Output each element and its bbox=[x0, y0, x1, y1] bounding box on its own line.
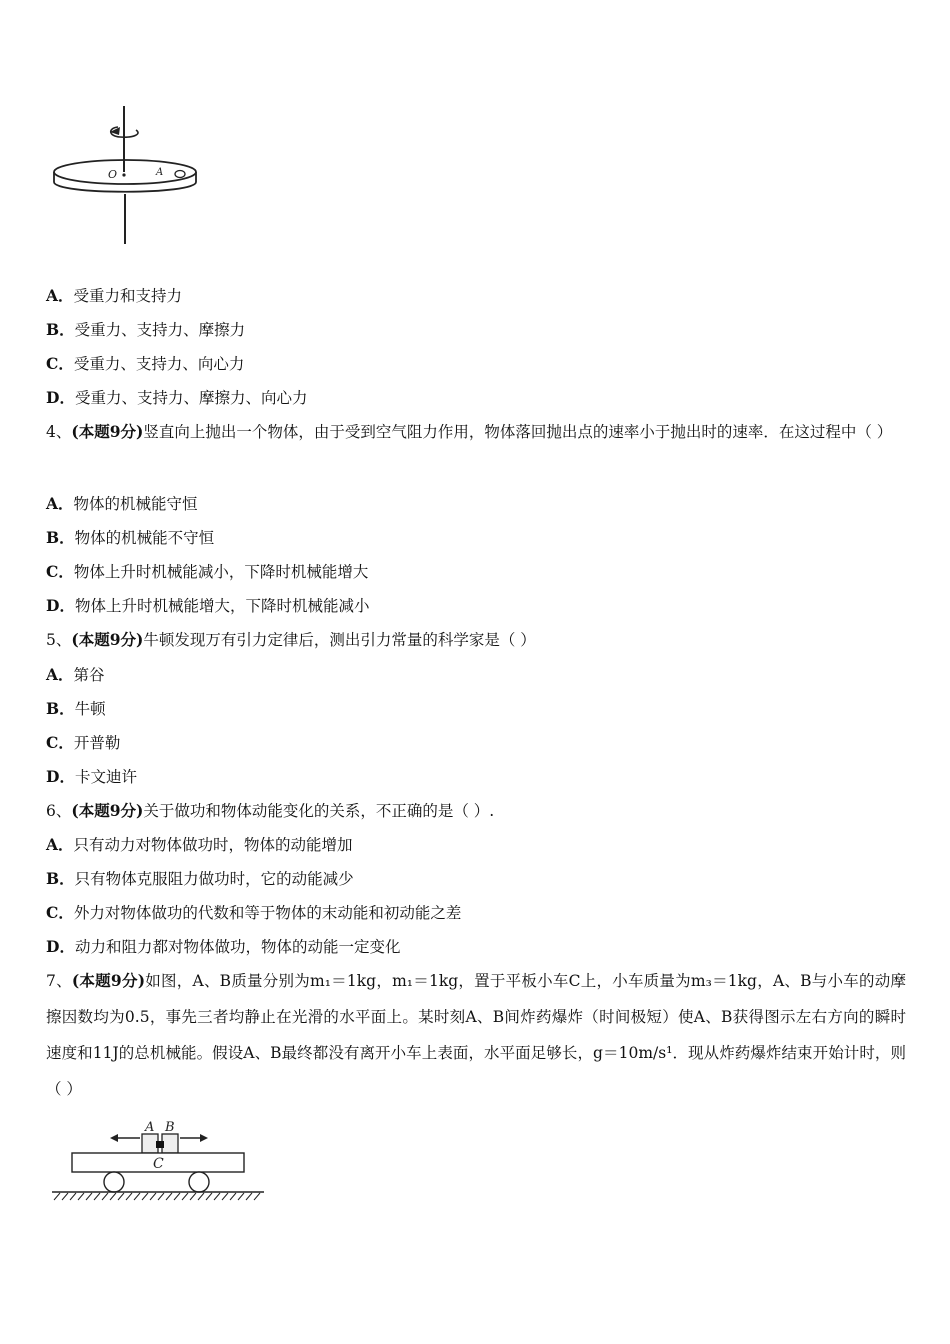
q4-option-c bbox=[46, 562, 368, 582]
q7-stem bbox=[46, 963, 906, 1107]
center-dot bbox=[122, 173, 125, 176]
label-a: A bbox=[145, 1120, 155, 1135]
option-letter: B． bbox=[46, 699, 75, 718]
option-letter: C． bbox=[46, 903, 74, 922]
question-number: 4、 bbox=[46, 423, 72, 441]
wheel-left bbox=[104, 1172, 124, 1192]
q3-option-a bbox=[46, 286, 182, 306]
arrow-left-head bbox=[110, 1134, 118, 1142]
option-text: 动力和阻力都对物体做功，物体的动能一定变化 bbox=[74, 938, 401, 956]
question-tag: (本题9分) bbox=[71, 630, 144, 649]
label-c: C bbox=[153, 1156, 164, 1172]
option-letter: C． bbox=[46, 562, 74, 581]
q3-option-d bbox=[46, 388, 307, 408]
q3-option-b bbox=[46, 320, 245, 340]
option-text: 受重力、支持力、摩擦力、向心力 bbox=[74, 389, 308, 407]
option-text: 卡文迪许 bbox=[74, 768, 137, 786]
q5-stem bbox=[46, 630, 536, 650]
option-text: 只有动力对物体做功时，物体的动能增加 bbox=[73, 836, 353, 854]
q4-option-a bbox=[46, 494, 198, 514]
option-text: 物体的机械能守恒 bbox=[73, 495, 198, 513]
option-text: 只有物体克服阻力做功时，它的动能减少 bbox=[74, 870, 354, 888]
q4-option-b bbox=[46, 528, 214, 548]
q6-option-c bbox=[46, 903, 461, 923]
q5-option-b bbox=[46, 699, 106, 719]
option-letter: C． bbox=[46, 354, 74, 373]
option-text: 开普勒 bbox=[73, 734, 121, 752]
q5-option-c bbox=[46, 733, 120, 753]
question-tag: (本题9分) bbox=[71, 422, 144, 441]
q3-option-c bbox=[46, 354, 244, 374]
option-letter: D． bbox=[46, 767, 75, 786]
question-stem: 关于做功和物体动能变化的关系，不正确的是（ ）. bbox=[143, 802, 495, 820]
question-number: 6、 bbox=[46, 802, 72, 820]
option-text: 第谷 bbox=[73, 666, 105, 684]
q4-stem bbox=[46, 414, 906, 450]
q6-option-d bbox=[46, 937, 400, 957]
option-letter: A． bbox=[46, 835, 74, 854]
option-text: 受重力和支持力 bbox=[73, 287, 183, 305]
block-a bbox=[142, 1134, 158, 1153]
option-letter: A． bbox=[46, 286, 74, 305]
option-text: 物体上升时机械能减小，下降时机械能增大 bbox=[73, 563, 369, 581]
q5-option-d bbox=[46, 767, 137, 787]
question-stem: 牛顿发现万有引力定律后，测出引力常量的科学家是（ ） bbox=[143, 631, 536, 649]
option-letter: A． bbox=[46, 494, 74, 513]
option-letter: B． bbox=[46, 320, 75, 339]
turntable-figure bbox=[46, 100, 206, 250]
option-text: 外力对物体做功的代数和等于物体的末动能和初动能之差 bbox=[73, 904, 462, 922]
question-number: 7、 bbox=[46, 972, 72, 990]
q4-option-d bbox=[46, 596, 369, 616]
question-tag: (本题9分) bbox=[71, 801, 144, 820]
option-text: 受重力、支持力、向心力 bbox=[73, 355, 245, 373]
cart-figure bbox=[48, 1116, 268, 1208]
option-letter: D． bbox=[46, 388, 75, 407]
label-o: O bbox=[108, 168, 118, 181]
option-letter: B． bbox=[46, 869, 75, 888]
option-letter: C． bbox=[46, 733, 74, 752]
arrow-right-head bbox=[200, 1134, 208, 1142]
explosive bbox=[156, 1141, 164, 1148]
block-a bbox=[175, 171, 185, 178]
wheel-right bbox=[189, 1172, 209, 1192]
question-stem: 如图，A、B质量分别为m₁＝1kg，m₁＝1kg，置于平板小车C上，小车质量为m₃＝1kg，A、B与小车的动摩擦因数均为0.5，事先三者均静止在光滑的水平面上。某时刻A、B间炸药爆炸（时间极短）使A、B获得图示左右方向的瞬时速度和11J的总机械能。假设A、B最终都没有离开小车上表面，水平面足够长，g＝10m/s¹．现从炸药爆炸结束开始计时，则（ ） bbox=[46, 972, 906, 1098]
question-stem: 竖直向上抛出一个物体，由于受到空气阻力作用，物体落回抛出点的速率小于抛出时的速率．在这过程中（ ） bbox=[143, 423, 893, 441]
option-letter: D． bbox=[46, 937, 75, 956]
q6-stem bbox=[46, 801, 494, 821]
option-text: 物体的机械能不守恒 bbox=[74, 529, 215, 547]
option-letter: D． bbox=[46, 596, 75, 615]
option-text: 物体上升时机械能增大，下降时机械能减小 bbox=[74, 597, 370, 615]
q6-option-a bbox=[46, 835, 353, 855]
option-text: 受重力、支持力、摩擦力 bbox=[74, 321, 246, 339]
option-letter: B． bbox=[46, 528, 75, 547]
label-b: B bbox=[165, 1120, 175, 1135]
label-a: A bbox=[156, 167, 164, 178]
q6-option-b bbox=[46, 869, 354, 889]
option-text: 牛顿 bbox=[74, 700, 106, 718]
block-b bbox=[162, 1134, 178, 1153]
question-number: 5、 bbox=[46, 631, 72, 649]
ground-hatching bbox=[54, 1193, 260, 1200]
question-tag: (本题9分) bbox=[71, 971, 146, 990]
q5-option-a bbox=[46, 665, 105, 685]
option-letter: A． bbox=[46, 665, 74, 684]
